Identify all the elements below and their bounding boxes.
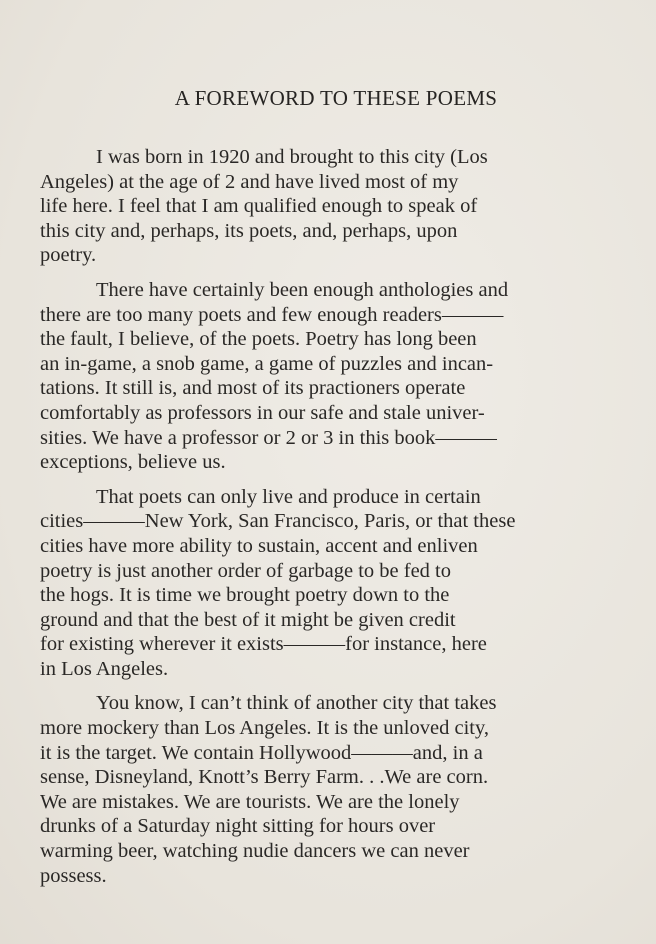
text-line: for existing wherever it exists———for instance, here [40, 633, 487, 656]
foreword-body [40, 145, 620, 898]
text-line: You know, I can’t think of another city that takes [96, 692, 497, 715]
text-line: the hogs. It is time we brought poetry down to the [40, 584, 450, 607]
text-line: That poets can only live and produce in certain [96, 485, 481, 508]
text-line: ground and that the best of it might be given credit [40, 608, 456, 631]
text-line: it is the target. We contain Hollywood———and, in a [40, 741, 483, 764]
text-line: exceptions, believe us. [40, 451, 226, 474]
text-line: the fault, I believe, of the poets. Poetry has long been [40, 328, 477, 351]
text-line: cities have more ability to sustain, accent and enliven [40, 534, 478, 557]
text-line: I was born in 1920 and brought to this city (Los [96, 146, 488, 168]
text-line: sense, Disneyland, Knott’s Berry Farm. . .We are corn. [40, 766, 489, 789]
text-line: We are mistakes. We are tourists. We are the lonely [40, 790, 460, 813]
text-line: warming beer, watching nudie dancers we can never [40, 840, 470, 863]
text-line: cities———New York, San Francisco, Paris, or that these [40, 510, 516, 533]
text-line: an in-game, a snob game, a game of puzzles and incan- [40, 352, 494, 375]
foreword-title: A FOREWORD TO THESE POEMS [174, 86, 498, 110]
text-line: poetry. [40, 244, 97, 267]
text-line: this city and, perhaps, its poets, and, perhaps, upon [40, 219, 458, 242]
text-line: life here. I feel that I am qualified enough to speak of [40, 195, 478, 218]
paragraph-1 [40, 145, 620, 268]
text-line: Angeles) at the age of 2 and have lived most of my [40, 170, 459, 193]
text-line: There have certainly been enough anthologies and [96, 278, 509, 301]
text-line: there are too many poets and few enough readers——— [40, 303, 504, 326]
paragraph-3 [40, 485, 620, 682]
text-line: poetry is just another order of garbage to be fed to [40, 559, 452, 582]
text-line: sities. We have a professor or 2 or 3 in this book——— [40, 426, 497, 449]
text-line: tations. It still is, and most of its practioners operate [40, 377, 466, 400]
text-line: comfortably as professors in our safe and stale univer- [40, 401, 485, 424]
paragraph-2 [40, 278, 620, 475]
text-line: in Los Angeles. [40, 657, 169, 680]
text-line: drunks of a Saturday night sitting for hours over [40, 815, 436, 838]
text-line: more mockery than Los Angeles. It is the unloved city, [40, 717, 489, 740]
text-line: possess. [40, 864, 107, 887]
paragraph-4 [40, 691, 620, 888]
